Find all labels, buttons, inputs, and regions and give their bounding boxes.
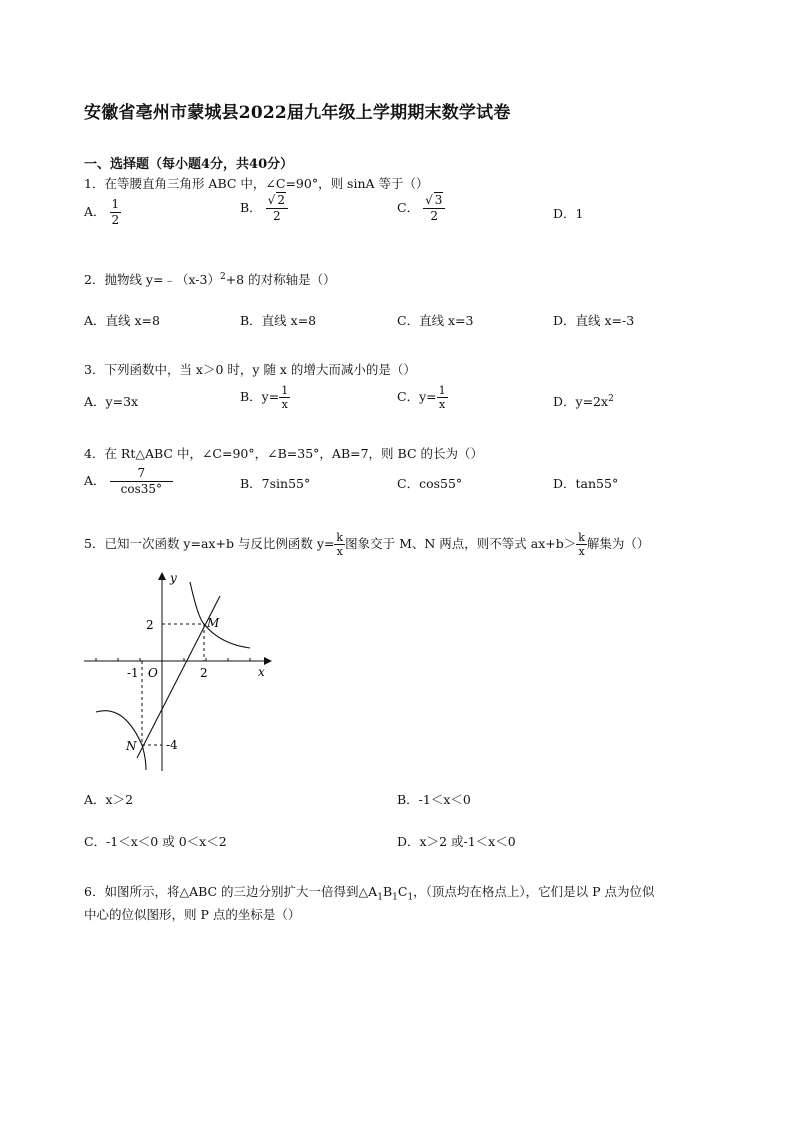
section-heading: 一、选择题（每小题4分，共40分） bbox=[84, 157, 294, 172]
q2-stem: 2．抛物线 $y=﹣(x-3)^2+8$ 的对称轴是（） bbox=[84, 272, 336, 288]
q5-option-d: D．x＞2 或-1＜x＜0 bbox=[397, 834, 516, 849]
q3-stem: 3．下列函数中，当 x＞0 时，y 随 x 的增大而减小的是（） bbox=[84, 362, 416, 377]
q2-option-d: D．直线 x=-3 bbox=[553, 313, 635, 328]
q5-stem: 5．已知一次函数 y=ax+b 与反比例函数 y= $\frac{k}{x}$ 图象交于 M、N 两点，则不等式 ax+b＞ $\frac{k}{x}$ 解集为（） bbox=[84, 531, 650, 558]
origin-label: O bbox=[148, 666, 158, 680]
q4-option-b: B．7sin55° bbox=[240, 476, 311, 491]
q1-option-c: C． $\frac{√ 3}{2}$ bbox=[397, 193, 445, 224]
q2-option-b: B．直线 x=8 bbox=[240, 313, 317, 328]
q1-option-a: A． $\frac{1}{2}$ bbox=[84, 197, 120, 227]
y-tick-neg4: -4 bbox=[166, 738, 178, 752]
x-tick-2: 2 bbox=[200, 666, 208, 680]
q3-option-d: D．$y=2x^2$ bbox=[553, 393, 614, 409]
q3-option-a: A．y=3x bbox=[84, 394, 139, 409]
q1-option-d: D．1 bbox=[553, 206, 584, 221]
q2-option-c: C．直线 x=3 bbox=[397, 313, 474, 328]
q4-stem: 4．在 Rt△ABC 中，∠C=90°，∠B=35°，AB=7，则 BC 的长为（） bbox=[84, 446, 483, 461]
q3-option-b: B．y= $\frac{1}{x}$ bbox=[240, 384, 289, 411]
point-n-label: N bbox=[126, 739, 137, 753]
q5-option-a: A．x＞2 bbox=[84, 792, 134, 807]
q2-option-a: A．直线 x=8 bbox=[84, 313, 160, 328]
q6-line1: 6．如图所示，将△ABC 的三边分别扩大一倍得到$\triangle A_1B_1C_1$，（顶点均在格点上），它们是以 P 点为位似 bbox=[84, 884, 655, 903]
q4-option-a: A． $\frac{7}{\cos 35^\circ}$ bbox=[84, 466, 173, 497]
q1-stem: 1．在等腰直角三角形 ABC 中，∠C=90°，则 sinA 等于（） bbox=[84, 176, 429, 191]
page-title: 安徽省亳州市蒙城县2022届九年级上学期期末数学试卷 bbox=[84, 103, 511, 123]
q5-option-b: B．-1＜x＜0 bbox=[397, 792, 471, 807]
x-axis-label: x bbox=[258, 665, 265, 679]
x-tick-neg1: -1 bbox=[127, 666, 139, 680]
q4-option-d: D．tan55° bbox=[553, 476, 619, 491]
y-axis-label: y bbox=[170, 571, 177, 585]
q6-line2: 中心的位似图形，则 P 点的坐标是（） bbox=[84, 907, 301, 922]
q5-graph bbox=[80, 566, 280, 776]
q1-option-b: B． $\frac{√ 2}{2}$ bbox=[240, 193, 288, 224]
y-tick-2: 2 bbox=[146, 618, 154, 632]
point-m-label: M bbox=[207, 616, 220, 630]
q4-option-c: C．cos55° bbox=[397, 476, 463, 491]
q3-option-c: C．y= $\frac{1}{x}$ bbox=[397, 384, 446, 411]
q5-option-c: C．-1＜x＜0 或 0＜x＜2 bbox=[84, 834, 227, 849]
